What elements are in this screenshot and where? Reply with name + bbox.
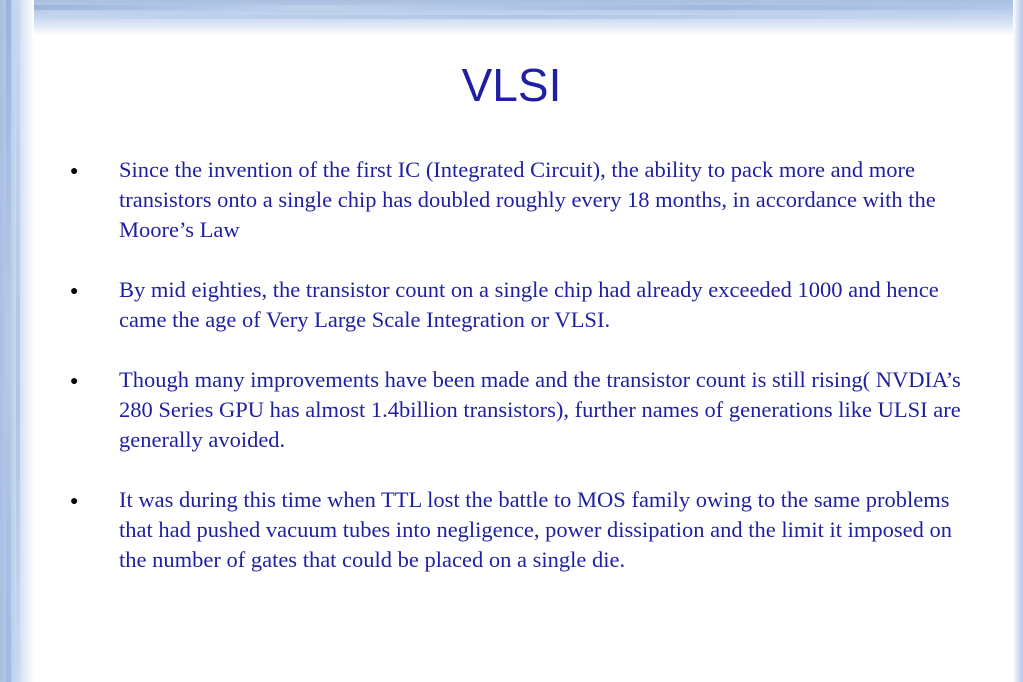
bullet-text: Since the invention of the first IC (Integrated Circuit), the ability to pack more and more transistors onto a single chip has doubled roughly every 18 months, in accordance with the Moore’s Law — [119, 157, 936, 242]
bullet-text: It was during this time when TTL lost the battle to MOS family owing to the same problems that had pushed vacuum tubes into negligence, power dissipation and the limit it imposed on the number of gates that could be placed on a single die. — [119, 487, 952, 572]
bullet-item — [70, 155, 980, 245]
bullet-text: Though many improvements have been made and the transistor count is still rising( NVDIA’s 280 Series GPU has almost 1.4billion transistors), further names of generations like ULSI are generally avoided. — [119, 367, 961, 452]
bullet-item — [70, 275, 980, 335]
top-frame-decoration — [0, 0, 1023, 36]
bullet-text: By mid eighties, the transistor count on a single chip had already exceeded 1000 and hence came the age of Very Large Scale Integration or VLSI. — [119, 277, 939, 332]
top-brush-stroke-secondary — [0, 15, 1023, 19]
slide-title: VLSI — [461, 59, 562, 111]
bullet-item — [70, 365, 980, 455]
bullet-list — [70, 155, 980, 605]
bullet-dot-icon: ● — [70, 282, 79, 298]
bullet-dot-icon: ● — [70, 492, 79, 508]
bullet-item — [70, 485, 980, 575]
top-brush-stroke — [0, 5, 1023, 10]
bullet-dot-icon: ● — [70, 372, 79, 388]
bullet-dot-icon: ● — [70, 162, 79, 178]
